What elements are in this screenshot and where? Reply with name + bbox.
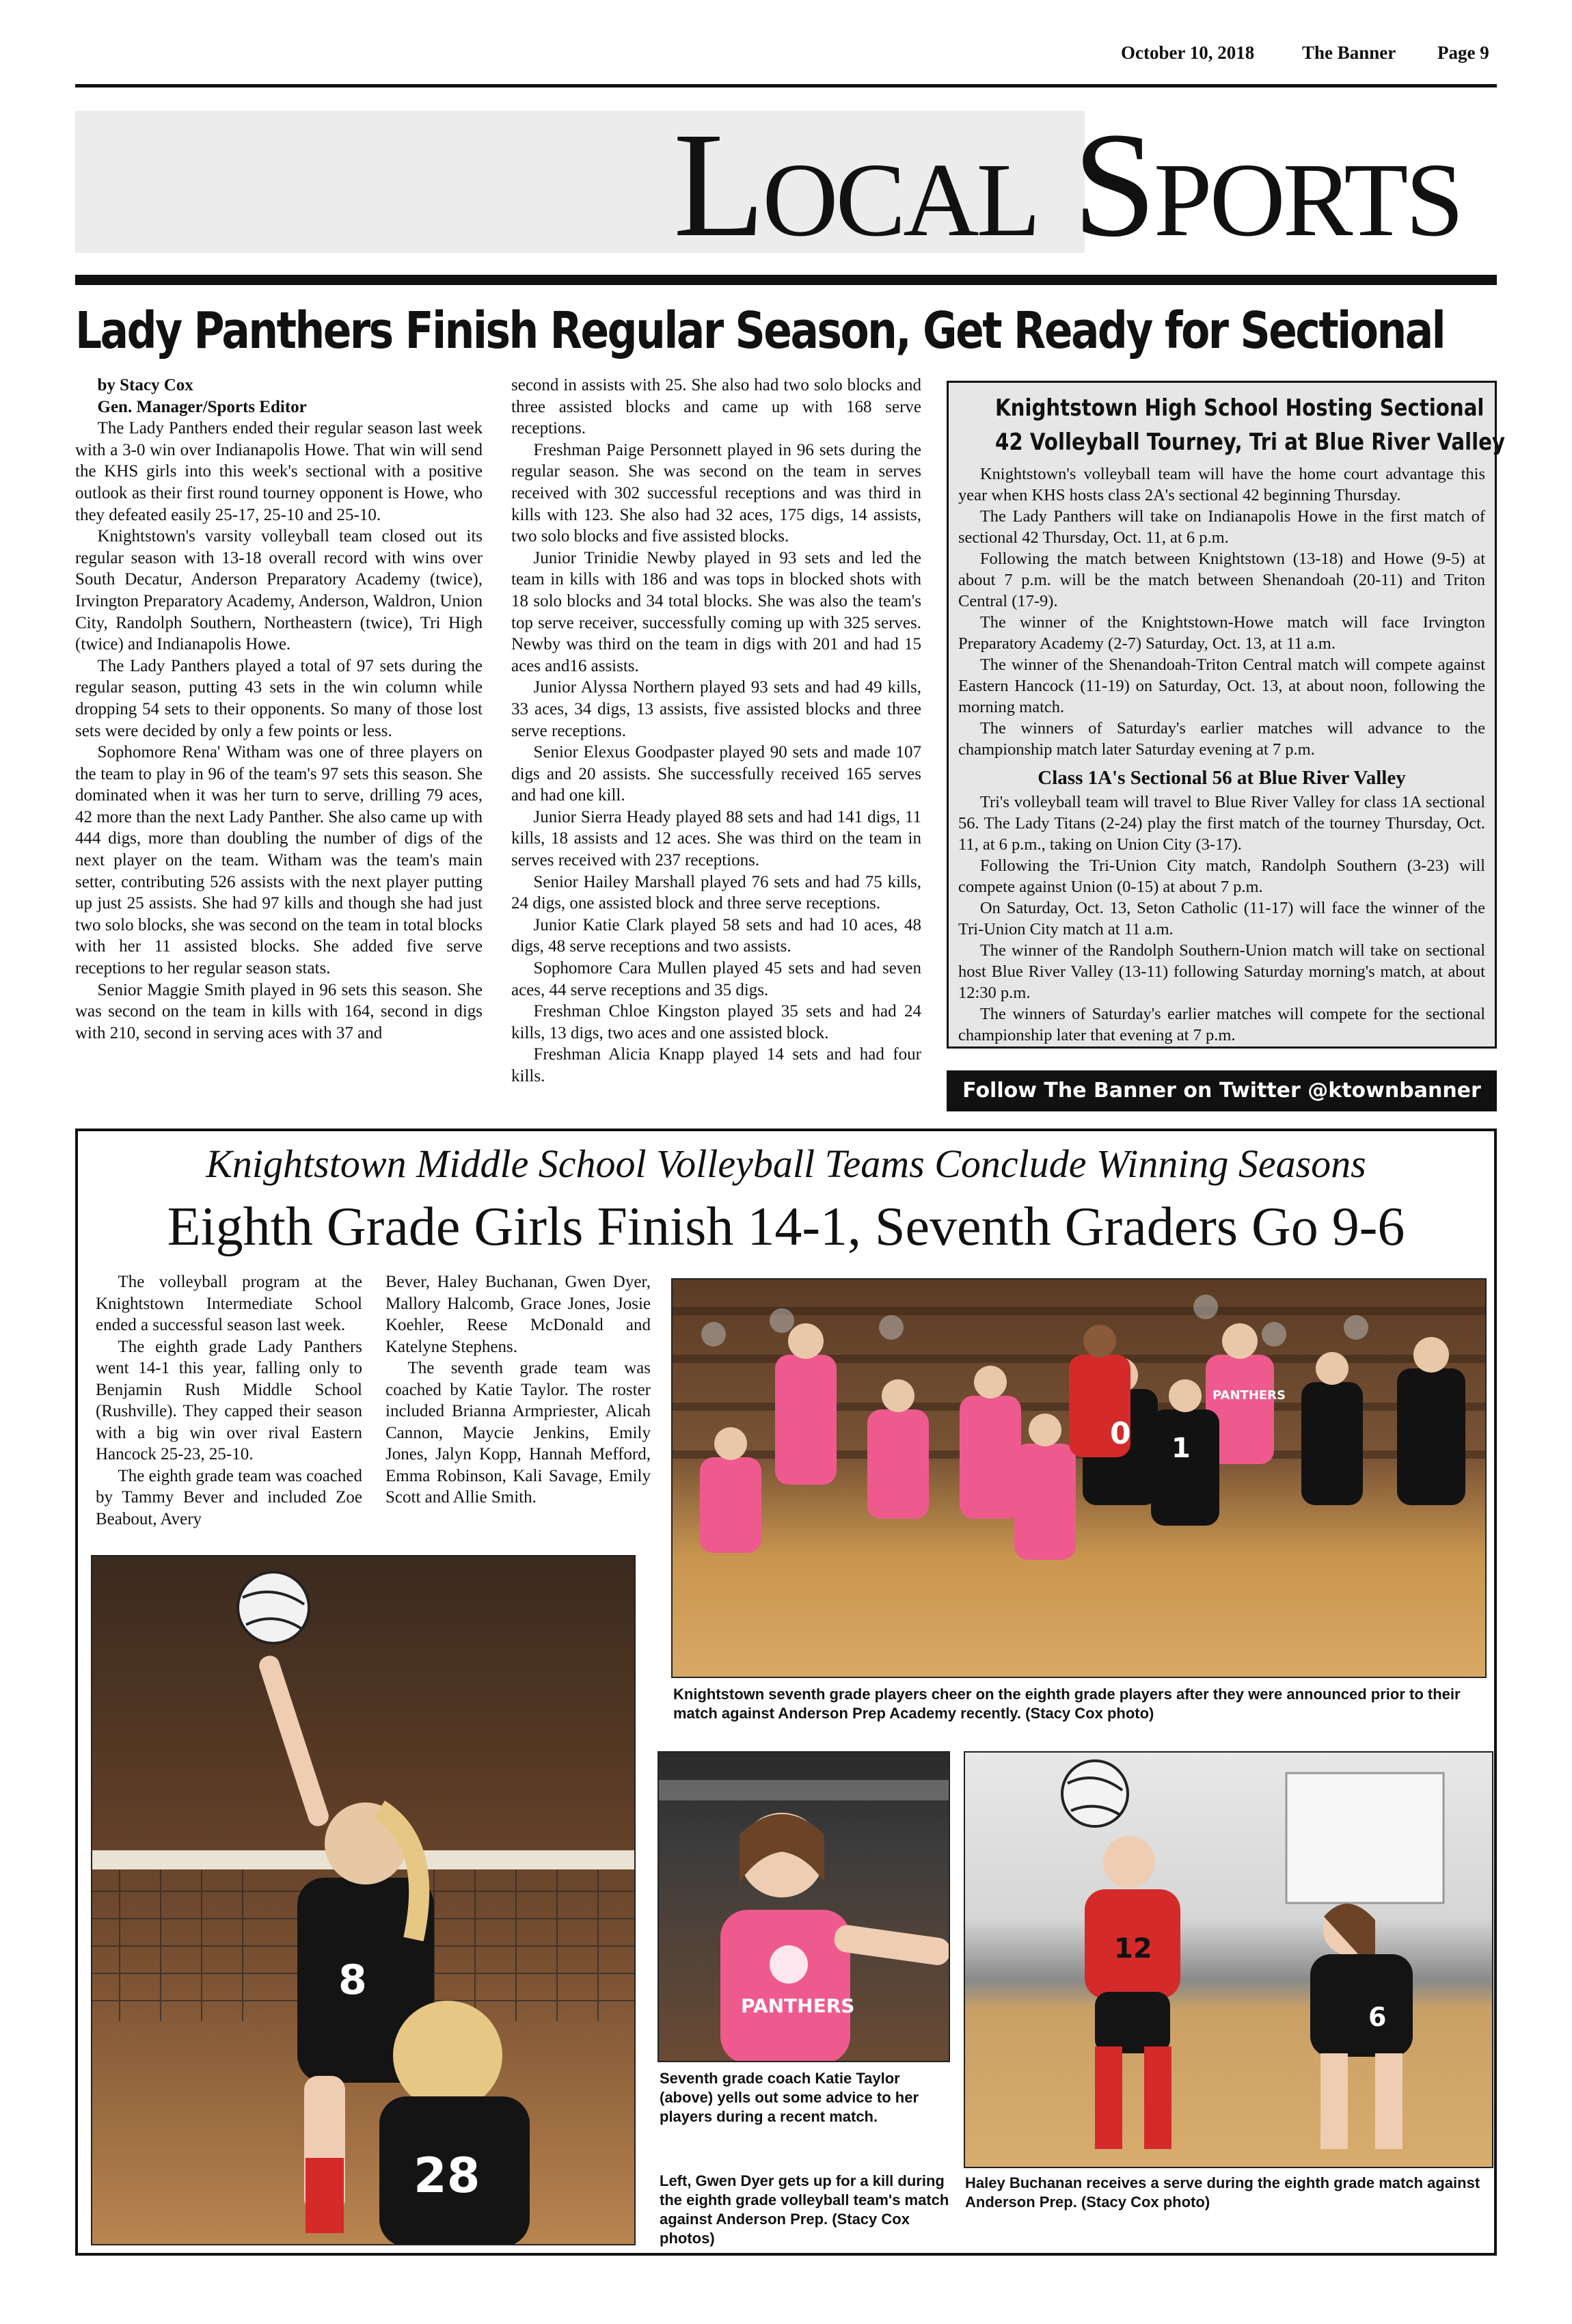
article-paragraph: Sophomore Rena' Witham was one of three players on the team to play in 96 of the team's 97 sets this season. She dominated when it was her turn to serve, drilling 79 aces, 42 more than the next Lady Panther. She also came up with 444 digs, more than doubling the number of digs of the next player on the team. Witham was the team's main setter, contributing 526 assists with the next player putting up just 25 assists. She had 97 kills and though she had just two solo blocks, she was second on the team in total blocks with her 11 assisted blocks. She added five serve receptions to her regular season stats. bbox=[75, 743, 483, 978]
sidebar-paragraph: Knightstown's volleyball team will have the home court advantage this year when KHS hosts class 2A's sectional 42 beginning Thursday. bbox=[958, 465, 1485, 504]
kms-paragraph: The eighth grade Lady Panthers went 14-1 this year, falling only to Benjamin Rush Middle School (Rushville). They capped their season with a big win over rival Eastern Hancock 25-23, 25-10. bbox=[96, 1337, 362, 1463]
jersey-number: 6 bbox=[1368, 2002, 1387, 2032]
sidebar-paragraph: The winners of Saturday's earlier matches will advance to the championship match later Saturday evening at 7 p.m. bbox=[958, 719, 1485, 759]
main-article-col1 bbox=[75, 375, 483, 1044]
kms-headline: Eighth Grade Girls Finish 14-1, Seventh Graders Go 9-6 bbox=[167, 1197, 1405, 1257]
sidebar-paragraph: Tri's volleyball team will travel to Blue River Valley for class 1A sectional 56. The Lady Titans (2-24) play the first match of the tourney Thursday, Oct. 11, at 6 p.m., taking on Union City (3-17). bbox=[958, 793, 1485, 854]
byline-name: by Stacy Cox bbox=[97, 376, 193, 394]
photo-serve-receive-art bbox=[965, 1753, 1493, 2168]
byline-title: Gen. Manager/Sports Editor bbox=[97, 397, 307, 416]
photo-coach bbox=[658, 1751, 950, 2062]
article-paragraph: Senior Elexus Goodpaster played 90 sets and made 107 digs and 20 assists. She successfully received 165 serves and had one kill. bbox=[511, 743, 921, 805]
twitter-banner-text: Follow The Banner on Twitter @ktownbanner bbox=[962, 1079, 1481, 1103]
article-paragraph: Sophomore Cara Mullen played 45 sets and had seven aces, 44 serve receptions and 35 digs. bbox=[511, 959, 921, 999]
photo-serve-receive bbox=[964, 1751, 1493, 2168]
sidebar-subhead: Class 1A's Sectional 56 at Blue River Valley bbox=[1038, 767, 1406, 789]
article-paragraph: Senior Maggie Smith played in 96 sets this season. She was second on the team in kills with 164, second in digs with 210, second in serving aces with 37 and bbox=[75, 980, 483, 1042]
article-paragraph: Freshman Chloe Kingston played 35 sets and had 24 kills, 13 digs, two aces and one assisted block. bbox=[511, 1002, 921, 1042]
article-paragraph: Knightstown's varsity volleyball team closed out its regular season with 13-18 overall record with wins over South Decatur, Anderson Preparatory Academy (twice), Irvington Preparatory Academy, Anderson, Waldron, Union City, Randolph Southern, Northeastern (twice), Tri High (twice) and Indianapolis Howe. bbox=[75, 527, 483, 654]
article-paragraph: Freshman Paige Personnett played in 96 sets during the regular season. She was second on the team in serves received with 302 successful receptions and was third in kills with 123. She also had 32 aces, 175 digs, 14 assists, two solo blocks and five assisted blocks. bbox=[511, 440, 921, 546]
jersey-number: 0 bbox=[1110, 1416, 1131, 1451]
twitter-banner[interactable] bbox=[947, 1070, 1497, 1111]
article-paragraph: Senior Hailey Marshall played 76 sets and had 75 kills, 24 digs, one assisted block and three serve receptions. bbox=[511, 872, 921, 913]
sidebar-paragraph: The winners of Saturday's earlier matches will compete for the sectional championship later that evening at 7 p.m. bbox=[958, 1005, 1485, 1044]
page-number: Page 9 bbox=[1437, 42, 1489, 63]
kms-paragraph: The eighth grade team was coached by Tammy Bever and included Zoe Beabout, Avery bbox=[96, 1466, 362, 1528]
sidebar-paragraph: On Saturday, Oct. 13, Seton Catholic (11-17) will face the winner of the Tri-Union City match at 11 a.m. bbox=[958, 899, 1485, 938]
photo-spike bbox=[91, 1555, 636, 2245]
main-article-col2 bbox=[511, 375, 921, 1087]
kms-paragraph: Bever, Haley Buchanan, Gwen Dyer, Mallory Halcomb, Grace Jones, Josie Koehler, Reese McDonald and Katelyne Stephens. bbox=[385, 1273, 651, 1356]
section-title: Local Sports bbox=[673, 101, 1461, 268]
caption-kill: Left, Gwen Dyer gets up for a kill during the eighth grade volleyball team's match against Anderson Prep. (Stacy Cox photos) bbox=[660, 2172, 949, 2247]
jersey-number: 12 bbox=[1114, 1933, 1152, 1964]
kms-paragraph: The volleyball program at the Knightstown Intermediate School ended a successful season last week. bbox=[96, 1273, 362, 1334]
article-paragraph: The Lady Panthers ended their regular season last week with a 3-0 win over Indianapolis Howe. That win will send the KHS girls into this week's sectional with a positive outlook as their first round tourney opponent is Howe, who they defeated easily 25-17, 25-10 and 25-10. bbox=[75, 419, 483, 524]
sidebar-title-line1: Knightstown High School Hosting Sectional bbox=[994, 394, 1485, 422]
sidebar-paragraph: The winner of the Knightstown-Howe match will face Irvington Preparatory Academy (2-7) Saturday, Oct. 13, at 11 a.m. bbox=[958, 613, 1485, 653]
jersey-number: 8 bbox=[338, 1956, 367, 2004]
issue-date: October 10, 2018 bbox=[1121, 42, 1255, 63]
photo-team-cheer bbox=[671, 1278, 1487, 1678]
photo-spike-art bbox=[92, 1556, 636, 2245]
article-paragraph: Junior Katie Clark played 58 sets and had 10 aces, 48 digs, 48 serve receptions and two assists. bbox=[511, 915, 921, 956]
article-paragraph: Junior Alyssa Northern played 93 sets and had 49 kills, 33 aces, 34 digs, 13 assists, five assisted blocks and three serve receptions. bbox=[511, 678, 921, 740]
photo-team-cheer-art bbox=[673, 1280, 1487, 1678]
sidebar-paragraph: Following the match between Knightstown (13-18) and Howe (9-5) at about 7 p.m. will be the match between Shenandoah (20-11) and Triton Central (17-9). bbox=[958, 550, 1485, 610]
article-paragraph: Junior Trinidie Newby played in 93 sets and led the team in kills with 186 and was tops in blocked shots with 18 solo blocks and 34 total blocks. She was also the team's top serve receiver, successfully coming up with 325 serves. Newby was third on the team in digs with 201 and had 15 aces and16 assists. bbox=[511, 548, 921, 675]
shirt-text: PANTHERS bbox=[1212, 1388, 1286, 1403]
article-paragraph: Freshman Alicia Knapp played 14 sets and had four kills. bbox=[511, 1045, 921, 1085]
caption-serve-receive: Haley Buchanan receives a serve during the eighth grade match against Anderson Prep. (Stacy Cox photo) bbox=[965, 2174, 1480, 2211]
header-rule bbox=[75, 84, 1497, 87]
shirt-text: PANTHERS bbox=[741, 1995, 855, 2017]
kms-col2 bbox=[385, 1271, 651, 1509]
photo-coach-art bbox=[659, 1753, 950, 2062]
jersey-number: 28 bbox=[414, 2148, 480, 2204]
sidebar-title-line2: 42 Volleyball Tourney, Tri at Blue River Valley bbox=[994, 429, 1506, 456]
kms-paragraph: The seventh grade team was coached by Katie Taylor. The roster included Brianna Armpriester, Alicah Cannon, Maycie Jenkins, Emily Jones, Jalyn Kopp, Hannah Mefford, Emma Robinson, Kali Savage, Emily Scott and Allie Smith. bbox=[385, 1359, 651, 1506]
kms-kicker: Knightstown Middle School Volleyball Teams Conclude Winning Seasons bbox=[206, 1141, 1366, 1186]
sectional-sidebar bbox=[947, 381, 1506, 1049]
caption-team-cheer: Knightstown seventh grade players cheer on the eighth grade players after they were announced prior to their match against Anderson Prep Academy recently. (Stacy Cox photo) bbox=[673, 1686, 1461, 1722]
article-paragraph: second in assists with 25. She also had two solo blocks and three assisted blocks and came up with 168 serve receptions. bbox=[511, 376, 921, 438]
sidebar-paragraph: The winner of the Randolph Southern-Union match will take on sectional host Blue River Valley (13-11) following Saturday morning's match, at about 12:30 p.m. bbox=[958, 941, 1485, 1002]
main-headline: Lady Panthers Finish Regular Season, Get Ready for Sectional bbox=[75, 301, 1445, 360]
sidebar-paragraph: The Lady Panthers will take on Indianapolis Howe in the first match of sectional 42 Thursday, Oct. 11, at 6 p.m. bbox=[958, 507, 1485, 547]
section-rule bbox=[75, 275, 1497, 285]
paper-name: The Banner bbox=[1302, 42, 1396, 63]
jersey-number: 1 bbox=[1171, 1433, 1191, 1464]
sidebar-paragraph: Following the Tri-Union City match, Randolph Southern (3-23) will compete against Union (0-15) at about 7 p.m. bbox=[958, 856, 1485, 896]
article-paragraph: Junior Sierra Heady played 88 sets and had 141 digs, 11 kills, 18 assists and 12 aces. She was third on the team in serves received with 237 receptions. bbox=[511, 807, 921, 870]
kms-col1 bbox=[96, 1271, 362, 1530]
sidebar-paragraph: The winner of the Shenandoah-Triton Central match will compete against Eastern Hancock (11-19) on Saturday, Oct. 13, at about noon, following the morning match. bbox=[958, 656, 1485, 716]
caption-coach: Seventh grade coach Katie Taylor (above) yells out some advice to her players during a recent match. bbox=[660, 2070, 919, 2125]
article-paragraph: The Lady Panthers played a total of 97 sets during the regular season, putting 43 sets in the win column while dropping 54 sets to their opponents. So many of those lost sets were decided by only a few points or less. bbox=[75, 656, 483, 740]
